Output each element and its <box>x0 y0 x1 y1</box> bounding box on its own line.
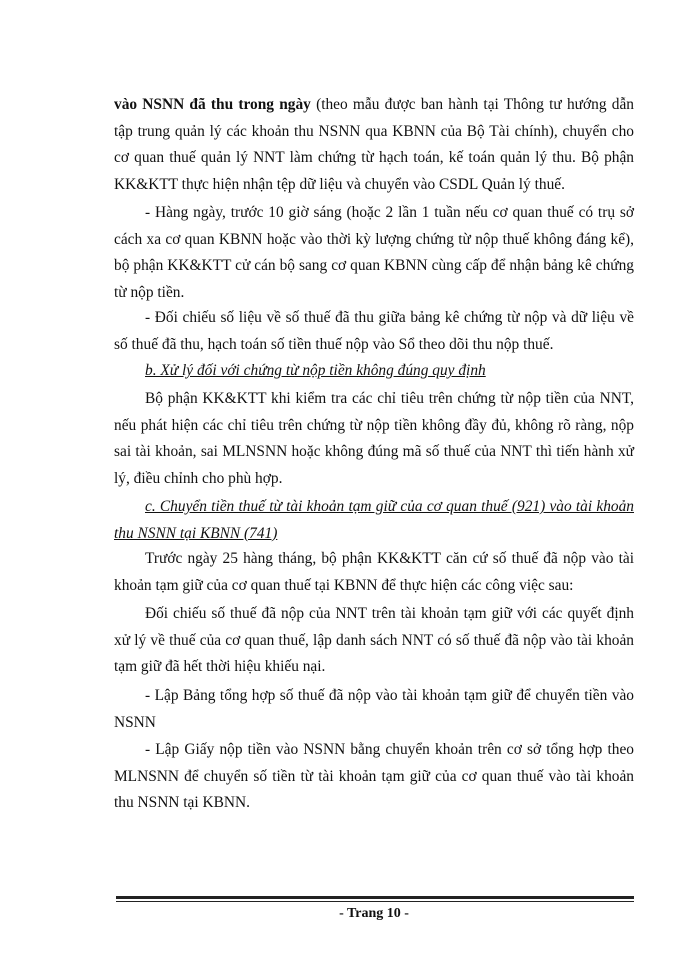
paragraph-1-bold: vào NSNN đã thu trong ngày <box>114 96 311 113</box>
section-heading-c: c. Chuyển tiền thuế từ tài khoản tạm giữ của cơ quan thuế (921) vào tài khoản thu NSNN tại KBNN (741) <box>114 498 634 542</box>
page-number: - Trang 10 - <box>339 906 409 921</box>
footer-rule-thick <box>116 896 634 899</box>
paragraph-5: Trước ngày 25 hàng tháng, bộ phận KK&KTT căn cứ số thuế đã nộp vào tài khoản tạm giữ của cơ quan thuế tại KBNN để thực hiện các công việc sau: <box>114 550 634 594</box>
paragraph-1-text: (theo mẫu được ban hành tại Thông tư hướng dẫn tập trung quản lý các khoản thu NSNN qua KBNN của Bộ Tài chính), chuyển cho cơ quan thuế quản lý NNT làm chứng từ hạch toán, kế toán quản lý thu. Bộ phận KK&KTT thực hiện nhận tệp dữ liệu và chuyển vào CSDL Quản lý thuế. <box>114 96 634 193</box>
paragraph-8: - Lập Giấy nộp tiền vào NSNN bằng chuyển khoản trên cơ sở tổng hợp theo MLNSNN để chuyển số tiền từ tài khoản tạm giữ của cơ quan thuế vào tài khoản thu NSNN tại KBNN. <box>114 741 634 811</box>
section-heading-b: b. Xử lý đối với chứng từ nộp tiền không đúng quy định <box>145 362 486 379</box>
paragraph-7: - Lập Bảng tổng hợp số thuế đã nộp vào tài khoản tạm giữ để chuyển tiền vào NSNN <box>114 687 634 731</box>
paragraph-3: - Đối chiếu số liệu về số thuế đã thu giữa bảng kê chứng từ nộp và dữ liệu về số thuế đã thu, hạch toán số tiền thuế nộp vào Sổ theo dõi thu nộp thuế. <box>114 309 634 353</box>
paragraph-2: - Hàng ngày, trước 10 giờ sáng (hoặc 2 lần 1 tuần nếu cơ quan thuế có trụ sở cách xa cơ quan KBNN hoặc vào thời kỳ lượng chứng từ nộp thuế không đáng kể), bộ phận KK&KTT cử cán bộ sang cơ quan KBNN cùng cấp để nhận bảng kê chứng từ nộp tiền. <box>114 204 634 301</box>
paragraph-1 <box>114 92 634 198</box>
footer-rule-thin <box>116 901 634 902</box>
paragraph-6: Đối chiếu số thuế đã nộp của NNT trên tài khoản tạm giữ với các quyết định xử lý về thuế của cơ quan thuế, lập danh sách NNT có số thuế đã nộp vào tài khoản tạm giữ đã hết thời hiệu khiếu nại. <box>114 605 634 675</box>
paragraph-4: Bộ phận KK&KTT khi kiểm tra các chỉ tiêu trên chứng từ nộp tiền của NNT, nếu phát hiện các chỉ tiêu trên chứng từ nộp tiền không đầy đủ, không rõ ràng, nộp sai tài khoản, sai MLNSNN hoặc không đúng mã số thuế của NNT thì tiến hành xử lý, điều chỉnh cho phù hợp. <box>114 390 634 487</box>
